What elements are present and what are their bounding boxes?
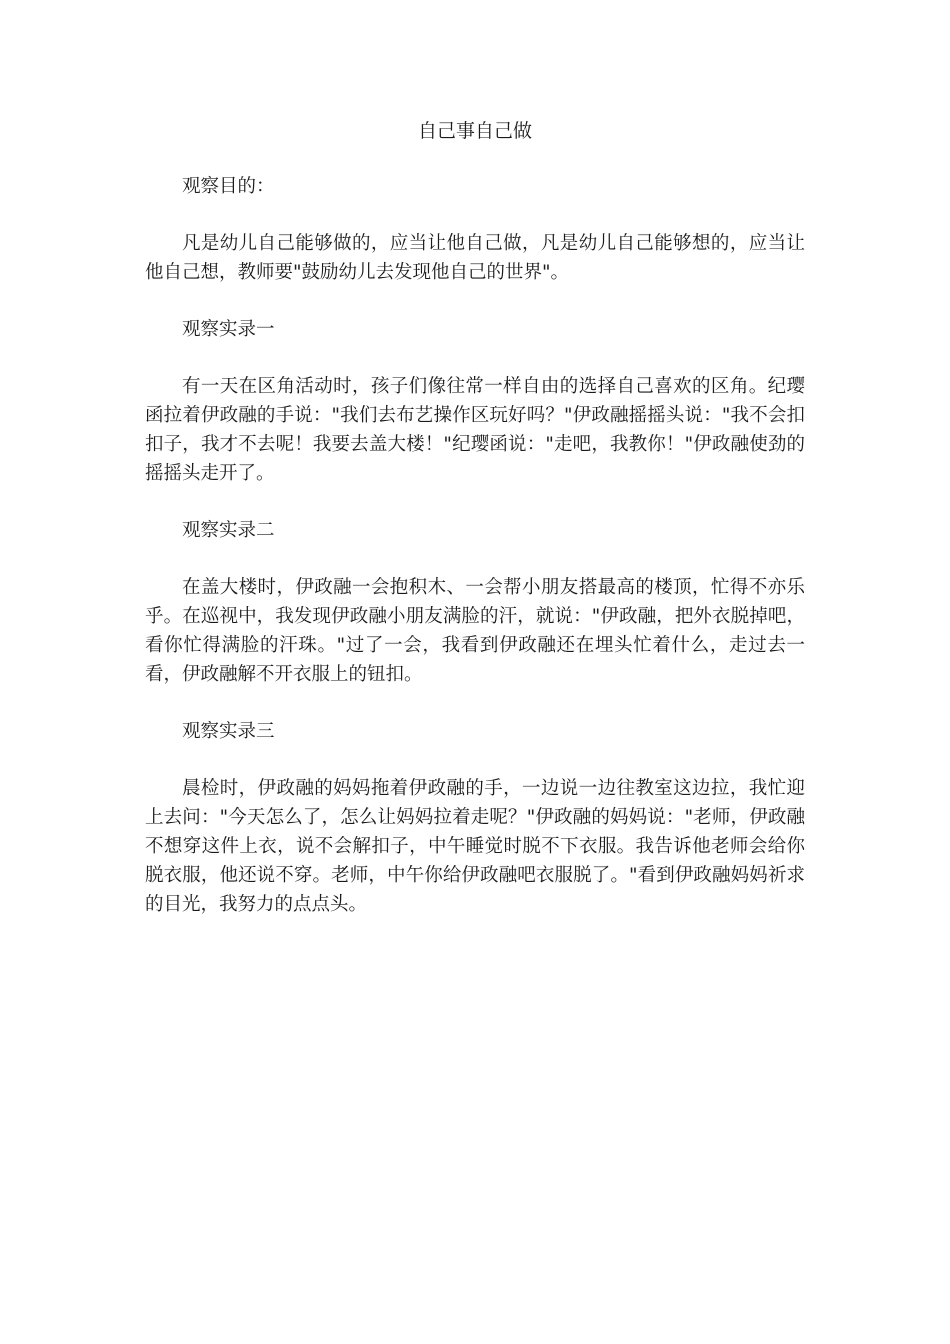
section-heading: 观察实录三 <box>182 721 275 742</box>
section-purpose <box>145 172 805 287</box>
section-body: 在盖大楼时，伊政融一会抱积木、一会帮小朋友搭最高的楼顶，忙得不亦乐乎。在巡视中，我发现伊政融小朋友满脸的汗，就说："伊政融，把外衣脱掉吧，看你忙得满脸的汗珠。"过了一会，我看到伊政融还在埋头忙着什么，走过去一看，伊政融解不开衣服上的钮扣。 <box>145 577 805 685</box>
section-body: 凡是幼儿自己能够做的，应当让他自己做，凡是幼儿自己能够想的，应当让他自己想，教师要"鼓励幼儿去发现他自己的世界"。 <box>145 233 805 283</box>
section-heading: 观察目的： <box>182 176 275 197</box>
section-body: 晨检时，伊政融的妈妈拖着伊政融的手，一边说一边往教室这边拉，我忙迎上去问："今天怎么了，怎么让妈妈拉着走呢？"伊政融的妈妈说："老师，伊政融不想穿这件上衣，说不会解扣子，中午睡觉时脱不下衣服。我告诉他老师会给你脱衣服，他还说不穿。老师，中午你给伊政融吧衣服脱了。"看到伊政融妈妈祈求的目光，我努力的点点头。 <box>145 778 805 915</box>
section-heading: 观察实录二 <box>182 520 275 541</box>
section-record-1 <box>145 315 805 488</box>
section-record-2 <box>145 516 805 689</box>
document-content <box>145 117 805 947</box>
document-title: 自己事自己做 <box>417 120 532 142</box>
section-heading: 观察实录一 <box>182 319 275 340</box>
section-body: 有一天在区角活动时，孩子们像往常一样自由的选择自己喜欢的区角。纪璎函拉着伊政融的手说："我们去布艺操作区玩好吗？"伊政融摇摇头说："我不会扣扣子，我才不去呢！我要去盖大楼！"纪璎函说："走吧，我教你！"伊政融使劲的摇摇头走开了。 <box>145 376 805 484</box>
section-record-3 <box>145 717 805 919</box>
